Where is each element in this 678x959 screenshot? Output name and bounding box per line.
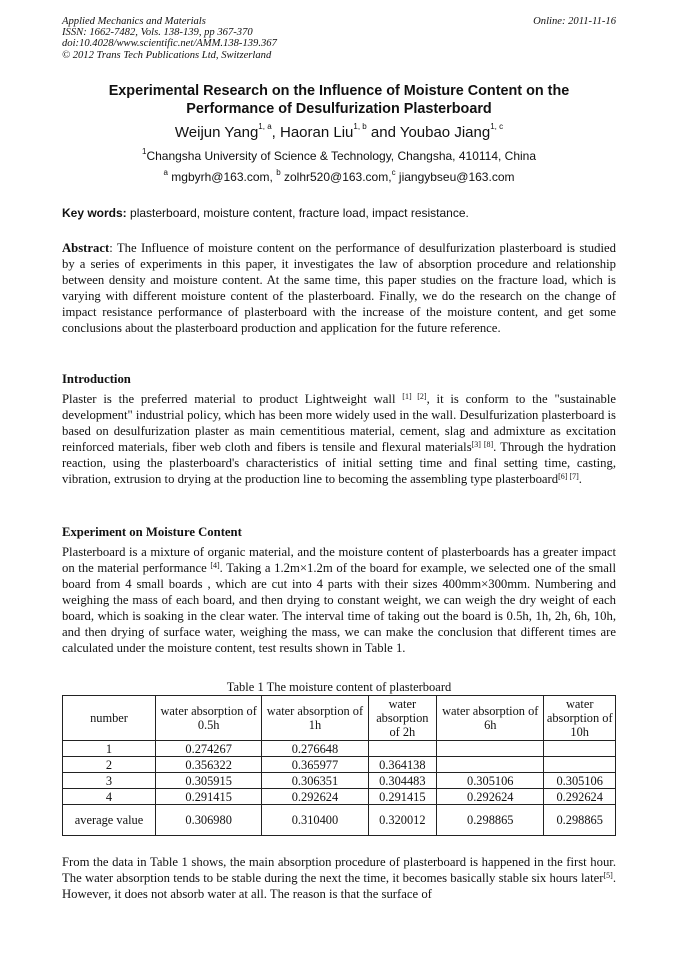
email-list [62,170,616,184]
table-cell: 0.291415 [156,789,262,805]
table-average-row [63,805,616,836]
introduction-heading: Introduction [62,372,131,386]
experiment-text: Plasterboard is a mixture of organic material, and the moisture content of plasterboards has a greater impact on the material performance [62,545,616,575]
table-cell: 0.365977 [262,757,368,773]
title-line-2: Performance of Desulfurization Plasterboard [186,101,492,117]
table-cell: 0.305915 [156,773,262,789]
experiment-heading: Experiment on Moisture Content [62,525,242,539]
table-cell: 0.320012 [368,805,436,836]
table-cell: 0.298865 [544,805,616,836]
table-cell: 0.356322 [156,757,262,773]
table-cell: 0.298865 [437,805,544,836]
table-cell: 0.305106 [544,773,616,789]
table-cell: 0.304483 [368,773,436,789]
table-row [63,789,616,805]
citation: [5] [603,871,613,880]
experiment-paragraph [62,544,616,656]
paper-title [62,82,616,118]
abstract-text: : The Influence of moisture content on the performance of desulfurization plasterboard is studied by a series of experiments in this paper, it investigates the law of absorption procedure and relationship between density and moisture content. At the same time, this paper studies on the fracture load, which is varying with different moisture content of the plasterboard. Finally, we do the research on the change of impact resistance performance of plasterboard with the increase of the moisture content, and get some conclusions about the plasterboard production and application for the future reference. [62,241,616,335]
table-cell: 0.306351 [262,773,368,789]
abstract [62,240,616,336]
citation: [6] [7] [558,472,579,481]
email-b[interactable]: zolhr520@163.com, [283,170,392,184]
affiliation-text: Changsha University of Science & Technology, Changsha, 410114, China [146,149,537,163]
issn: ISSN: 1662-7482, Vols. 138-139, pp 367-370 [62,27,253,39]
author-separator: and [366,124,400,141]
author-separator: , [271,124,280,141]
table-cell: 4 [63,789,156,805]
intro-text: Plaster is the preferred material to product Lightweight wall [62,392,403,406]
table-cell: 2 [63,757,156,773]
table-cell: 1 [63,741,156,757]
intro-text: , it is conform to the "sustainable development" industrial policy, which has been more widely used in the wall. Desulfurization plasterboard is based on desulfurization plaster as main cementitious material, cement, slag and admixture as excitation reinforced materials, fiber web cloth and fibers is tensile and flexural materials [62,392,617,454]
intro-text: . [578,472,582,486]
citation: [4] [210,561,220,570]
email-sup: b [276,168,281,177]
abstract-label: Abstract [62,241,110,255]
doi: doi:10.4028/www.scientific.net/AMM.138-139.367 [62,38,277,50]
table-cell: 0.274267 [156,741,262,757]
email-sup: c [391,168,396,177]
table-cell: 0.292624 [437,789,544,805]
table-header-row [63,696,616,741]
keywords-text: plasterboard, moisture content, fracture load, impact resistance. [130,206,469,220]
table-caption: Table 1 The moisture content of plasterboard [226,680,452,694]
table-cell: 0.364138 [368,757,436,773]
keywords-label: Key words: [62,206,127,220]
table-header-cell: water absorption of 2h [368,696,436,741]
table-cell: 0.306980 [156,805,262,836]
author-name: Weijun Yang [174,124,259,141]
table-cell: 0.305106 [437,773,544,789]
citation: [3] [8] [471,440,494,449]
copyright: © 2012 Trans Tech Publications Ltd, Switzerland [62,49,272,61]
email-c[interactable]: jiangybseu@163.com [398,170,515,184]
table-cell: 0.292624 [544,789,616,805]
citation: [1] [2] [402,392,427,401]
experiment-text: . Taking a 1.2m×1.2m of the board for example, we selected one of the small board from 4 small boards , which are cut into 4 parts with their sizes 400mm×300mm. Numbering and weighing the mass of each board, and then drying to constant weight, we can weigh the dry weight of each board, which is soaking in the clear water. The interval time of taking out the board is 0.5h, 1h, 2h, 6h, 10h, and then drying of surface water, weighing the mass, we can make the conclusion that different times are calculated under the moisture content, test results shown in Table 1. [62,561,616,655]
author-sup: 1, c [490,122,504,131]
introduction-paragraph [62,391,616,487]
author-sup: 1, a [258,122,272,131]
table-header-cell: water absorption of 6h [437,696,544,741]
table-cell [544,741,616,757]
table-cell: 0.291415 [368,789,436,805]
table-header-cell: water absorption of 1h [262,696,368,741]
table-cell: 0.292624 [262,789,368,805]
title-line-1: Experimental Research on the Influence of Moisture Content on the [108,83,570,99]
table-cell [544,757,616,773]
author-name: Youbao Jiang [399,124,491,141]
journal-name: Applied Mechanics and Materials [62,16,206,27]
table-row [63,757,616,773]
table-header-cell: number [63,696,156,741]
email-sup: a [163,168,168,177]
author-list [62,124,616,141]
intro-text: . Through the hydration reaction, using the plasterboard's characteristics of initial setting time and final setting time, casting, vibration, extrusion to drying at the production line to becoming the assembling type plasterboard [62,440,617,486]
table-cell [437,741,544,757]
table-cell [437,757,544,773]
table-header-cell: water absorption of 10h [544,696,616,741]
table-row [63,773,616,789]
table-row [63,741,616,757]
author-sup: 1, b [353,122,367,131]
table-cell [368,741,436,757]
moisture-table [62,695,616,836]
table-cell: 0.276648 [262,741,368,757]
journal-header [62,16,616,61]
author-name: Haoran Liu [279,124,354,141]
table-cell: 3 [63,773,156,789]
results-text: . However, it does not absorb water at all. The reason is that the surface of [62,871,616,901]
keywords [62,206,469,220]
table-header-cell: water absorption of 0.5h [156,696,262,741]
table-cell: 0.310400 [262,805,368,836]
affiliation [62,149,616,163]
results-paragraph [62,854,616,902]
online-date: Online: 2011-11-16 [533,16,616,27]
email-a[interactable]: mgbyrh@163.com, [171,170,273,184]
table-cell: average value [63,805,156,836]
affiliation-sup: 1 [141,147,147,156]
results-text: From the data in Table 1 shows, the main absorption procedure of plasterboard is happened in the first hour. The water absorption tends to be stable during the next the time, it becomes basically stable six hours later [62,855,616,885]
